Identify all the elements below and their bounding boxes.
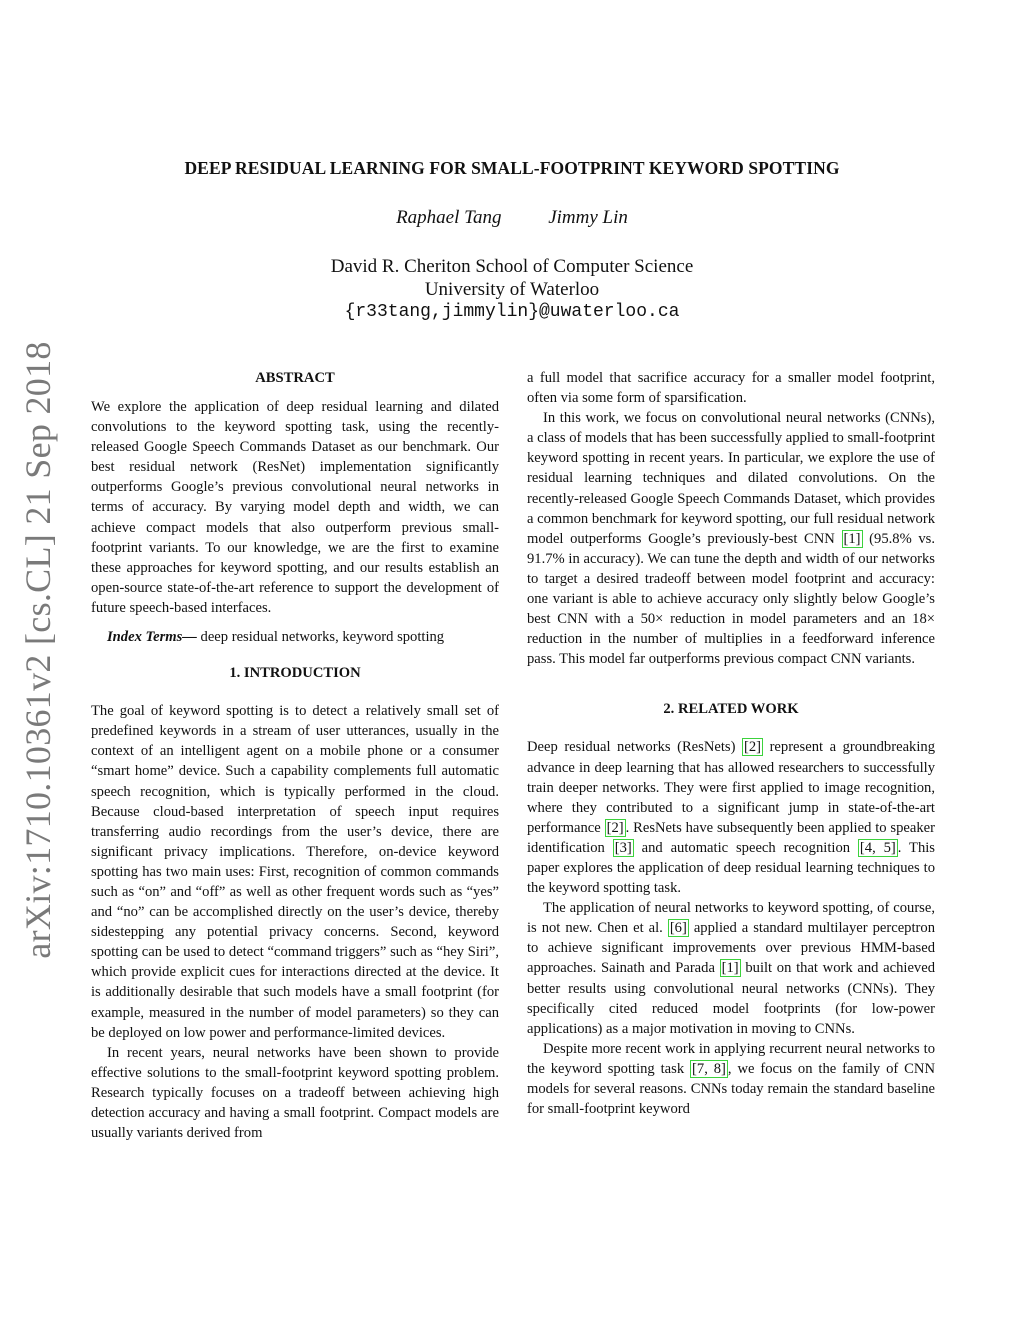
text-run: , we focus on the family of CNN models for several reasons. CNNs today remain the standard baseline for small-footprint keyword — [527, 1060, 935, 1118]
paragraph — [527, 1039, 935, 1119]
author-name: Jimmy Lin — [548, 207, 628, 228]
right-column — [527, 368, 935, 1119]
citation-link[interactable]: [2] — [744, 739, 762, 756]
citation-link[interactable]: [6] — [669, 920, 687, 937]
author-list — [0, 207, 1024, 229]
paragraph — [527, 737, 935, 898]
author-email: {r33tang,jimmylin}@uwaterloo.ca — [344, 302, 680, 322]
citation-link[interactable]: [4, 5] — [859, 839, 896, 856]
paragraph: In recent years, neural networks have been shown to provide effective solutions to the small-footprint keyword spotting problem. Research typically focuses on a tradeoff between achieving high detection accuracy and having a small footprint. Compact models are usually variants derived from — [91, 1044, 499, 1142]
text-run: applied a standard multilayer perceptron to achieve significant improvements over previous HMM-based approaches. Sainath and Parada — [527, 920, 935, 977]
index-terms-text: deep residual networks, keyword spotting — [196, 629, 445, 646]
left-column — [91, 368, 499, 1143]
citation-link[interactable]: [7, 8] — [692, 1060, 726, 1077]
affiliation-line: University of Waterloo — [424, 279, 600, 300]
paragraph — [527, 408, 935, 669]
author-name: Raphael Tang — [396, 207, 502, 228]
affiliation-line: David R. Cheriton School of Computer Science — [330, 256, 694, 277]
text-run: Deep residual networks (ResNets) — [527, 739, 742, 756]
abstract-text: We explore the application of deep residual learning and dilated convolutions to the keyword spotting task, using the recently-released Google Speech Commands Dataset as our benchmark. Our best residual network (ResNet) implementation significantly outperforms Google’s previous convolutional neural networks in terms of accuracy. By varying model depth and width, we can achieve compact models that also outperform previous small-footprint variants. To our knowledge, we are the first to examine these approaches for keyword spotting, and our results establish an open-source state-of-the-art reference to support the development of future speech-based interfaces. — [91, 399, 499, 616]
arxiv-identifier: arXiv:1710.10361v2 [cs.CL] 21 Sep 2018 — [18, 341, 58, 959]
citation-link[interactable]: [3] — [614, 839, 632, 856]
section-heading-related-work: 2. RELATED WORK — [663, 701, 799, 718]
index-terms-label: Index Terms— — [107, 629, 197, 646]
text-run: . This paper explores the application of deep residual learning techniques to the keyword spotting task. — [527, 839, 935, 897]
paper-title: DEEP RESIDUAL LEARNING FOR SMALL-FOOTPRINT KEYWORD SPOTTING — [184, 158, 840, 178]
text-run: built on that work and achieved better results using convolutional neural networks (CNNs). They specifically cited reduced model footprints (for low-power applications) as a major motivation in moving to CNNs. — [527, 960, 935, 1037]
paragraph — [527, 898, 935, 1039]
index-terms — [91, 627, 499, 647]
section-heading-introduction: 1. INTRODUCTION — [229, 665, 361, 682]
text-run: . ResNets have subsequently been applied to speaker identification — [527, 819, 935, 856]
citation-link[interactable]: [2] — [606, 819, 624, 836]
abstract-heading: ABSTRACT — [255, 370, 335, 386]
affiliation — [0, 255, 1024, 324]
text-run: The application of neural networks to keyword spotting, of course, is not new. Chen et al. — [527, 900, 935, 937]
paragraph: a full model that sacrifice accuracy for a smaller model footprint, often via some form of sparsification. — [527, 370, 935, 407]
text-run: and automatic speech recognition — [633, 839, 858, 856]
citation-link[interactable]: [1] — [843, 530, 861, 547]
paragraph: The goal of keyword spotting is to detect a relatively small set of predefined keywords in a stream of user utterances, usually in the context of an intelligent agent on a mobile phone or a consumer “smart home” device. Such a capability complements full automatic speech recognition, which is typically performed in the cloud. Because cloud-based interpretation of speech input requires transferring audio recordings from the user’s device, there are significant privacy implications. Therefore, on-device keyword spotting has two main uses: First, recognition of common commands such as “on” and “off” as well as other frequent words such as “yes” and “no” can be accomplished directly on the user’s device, thereby sidestepping any potential privacy concerns. Second, keyword spotting can be used to detect “command triggers” such as “hey Siri”, which provide explicit cues for interactions directed at the device. It is additionally desirable that such models have a small footprint (for example, measured in the number of model parameters) so they can be deployed on low power and performance-limited devices. — [91, 703, 499, 1041]
arxiv-sidebar — [14, 341, 62, 959]
citation-link[interactable]: [1] — [721, 960, 739, 977]
text-run: (95.8% vs. 91.7% in accuracy). We can tune the depth and width of our networks to target a desired tradeoff between model footprint and accuracy: one variant is able to achieve accuracy only slightly below Google’s best CNN with a 50× reduction in model parameters and an 18× reduction in the number of multiplies in a feedforward inference pass. This model far outperforms previous compact CNN variants. — [527, 530, 935, 668]
text-run: represent a groundbreaking advance in deep learning that has allowed researchers to successfully train deeper networks. They were first applied to image recognition, where they contributed to a significant jump in state-of-the-art performance — [527, 739, 935, 836]
text-run: Despite more recent work in applying recurrent neural networks to the keyword spotting task — [527, 1040, 935, 1077]
text-run: In this work, we focus on convolutional neural networks (CNNs), a class of models that has been successfully applied to small-footprint keyword spotting in recent years. In particular, we explore the use of residual learning techniques and dilated convolutions. On the recently-released Google Speech Commands Dataset, which provides a common benchmark for keyword spotting, our full residual network model outperforms Google’s previously-best CNN — [527, 410, 935, 547]
